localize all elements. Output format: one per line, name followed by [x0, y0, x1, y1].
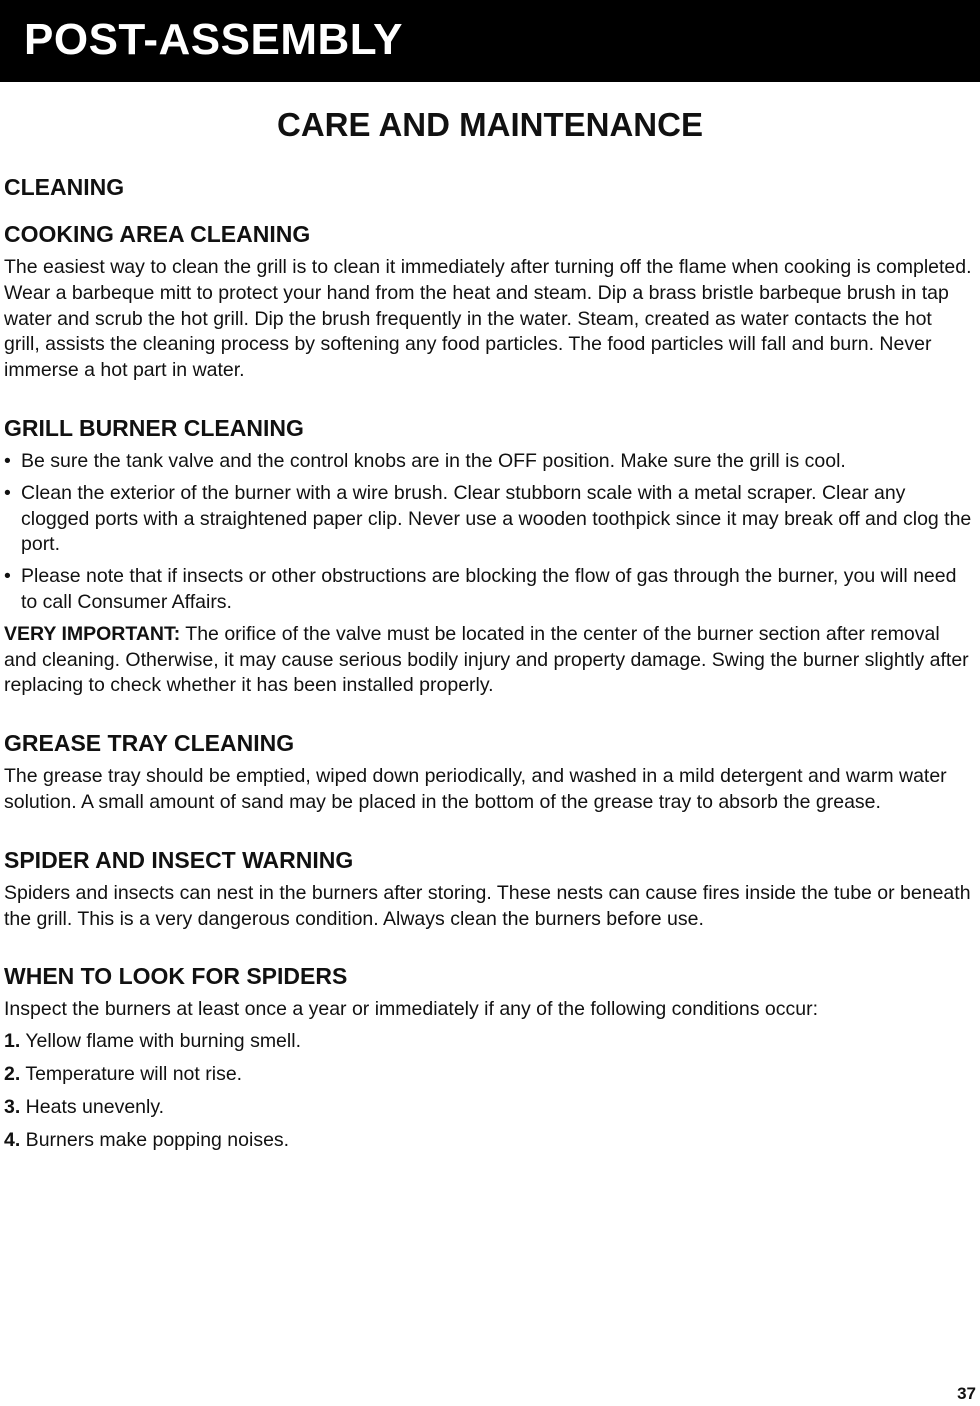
- bullet-text: Be sure the tank valve and the control knobs are in the OFF position. Make sure the grill is cool.: [21, 449, 846, 472]
- condition-text: Burners make popping noises.: [20, 1128, 290, 1151]
- spider-warning-section: [4, 844, 972, 933]
- bullet-item: [4, 564, 972, 616]
- grill-burner-bullet-list: [4, 449, 972, 616]
- bullet-icon: •: [4, 565, 11, 588]
- grease-tray-section: [4, 727, 972, 816]
- very-important-note: [4, 622, 972, 699]
- condition-text: Yellow flame with burning smell.: [20, 1030, 301, 1053]
- bullet-icon: •: [4, 481, 11, 504]
- bullet-text: Please note that if insects or other obstructions are blocking the flow of gas through the burner, you will need to call Consumer Affairs.: [21, 565, 957, 613]
- condition-number: 2.: [4, 1062, 21, 1085]
- grill-burner-section: [4, 412, 972, 699]
- page-number: 37: [957, 1384, 976, 1403]
- bullet-icon: •: [4, 449, 11, 472]
- very-important-text: The orifice of the valve must be located in the center of the burner section after removal and cleaning. Otherwise, it may cause serious bodily injury and property damage. Swing the burner slightly after replacing to check whether it has been installed properly.: [4, 622, 969, 697]
- grease-tray-heading: GREASE TRAY CLEANING: [4, 730, 295, 757]
- condition-text: Heats unevenly.: [20, 1095, 165, 1118]
- condition-number: 3.: [4, 1095, 21, 1118]
- cooking-area-body: The easiest way to clean the grill is to clean it immediately after turning off the flame when cooking is completed. Wear a barbeque mitt to protect your hand from the heat and steam. Dip a brass bristle barbeque brush in tap water and scrub the hot grill. Dip the brush frequently in the water. Steam, created as water contacts the hot grill, assists the cleaning process by softening any food particles. The food particles will fall and burn. Never immerse a hot part in water.: [4, 256, 972, 382]
- page-title: CARE AND MAINTENANCE: [277, 106, 703, 143]
- cooking-area-heading: COOKING AREA CLEANING: [4, 221, 311, 247]
- when-to-look-heading: WHEN TO LOOK FOR SPIDERS: [4, 963, 348, 990]
- condition-item: [4, 1062, 972, 1088]
- when-to-look-intro: Inspect the burners at least once a year or immediately if any of the following conditions occur:: [4, 998, 819, 1021]
- spider-warning-body: Spiders and insects can nest in the burners after storing. These nests can cause fires inside the tube or beneath the grill. This is a very dangerous condition. Always clean the burners before use.: [4, 881, 971, 930]
- condition-number: 1.: [4, 1030, 21, 1053]
- cleaning-heading: CLEANING: [4, 174, 125, 200]
- bullet-text: Clean the exterior of the burner with a wire brush. Clear stubborn scale with a metal scraper. Clear any clogged ports with a straightened paper clip. Never use a wooden toothpick since it may break off and clog the port.: [21, 481, 972, 556]
- grill-burner-heading: GRILL BURNER CLEANING: [4, 414, 304, 441]
- document-body: [4, 171, 972, 1160]
- condition-number: 4.: [4, 1128, 21, 1151]
- spider-warning-heading: SPIDER AND INSECT WARNING: [4, 846, 354, 873]
- condition-item: [4, 1029, 972, 1055]
- bullet-item: [4, 449, 972, 475]
- condition-item: [4, 1128, 972, 1154]
- grease-tray-body: The grease tray should be emptied, wiped down periodically, and washed in a mild detergent and warm water solution. A small amount of sand may be placed in the bottom of the grease tray to absorb the grease.: [4, 765, 947, 813]
- very-important-label: VERY IMPORTANT:: [4, 622, 181, 645]
- condition-text: Temperature will not rise.: [20, 1062, 243, 1085]
- cooking-area-section: [4, 218, 972, 384]
- bullet-item: [4, 481, 972, 558]
- when-to-look-section: [4, 960, 972, 1153]
- conditions-list: [4, 1029, 972, 1153]
- condition-item: [4, 1095, 972, 1121]
- header-bar: [0, 0, 980, 82]
- header-title: POST-ASSEMBLY: [24, 15, 403, 64]
